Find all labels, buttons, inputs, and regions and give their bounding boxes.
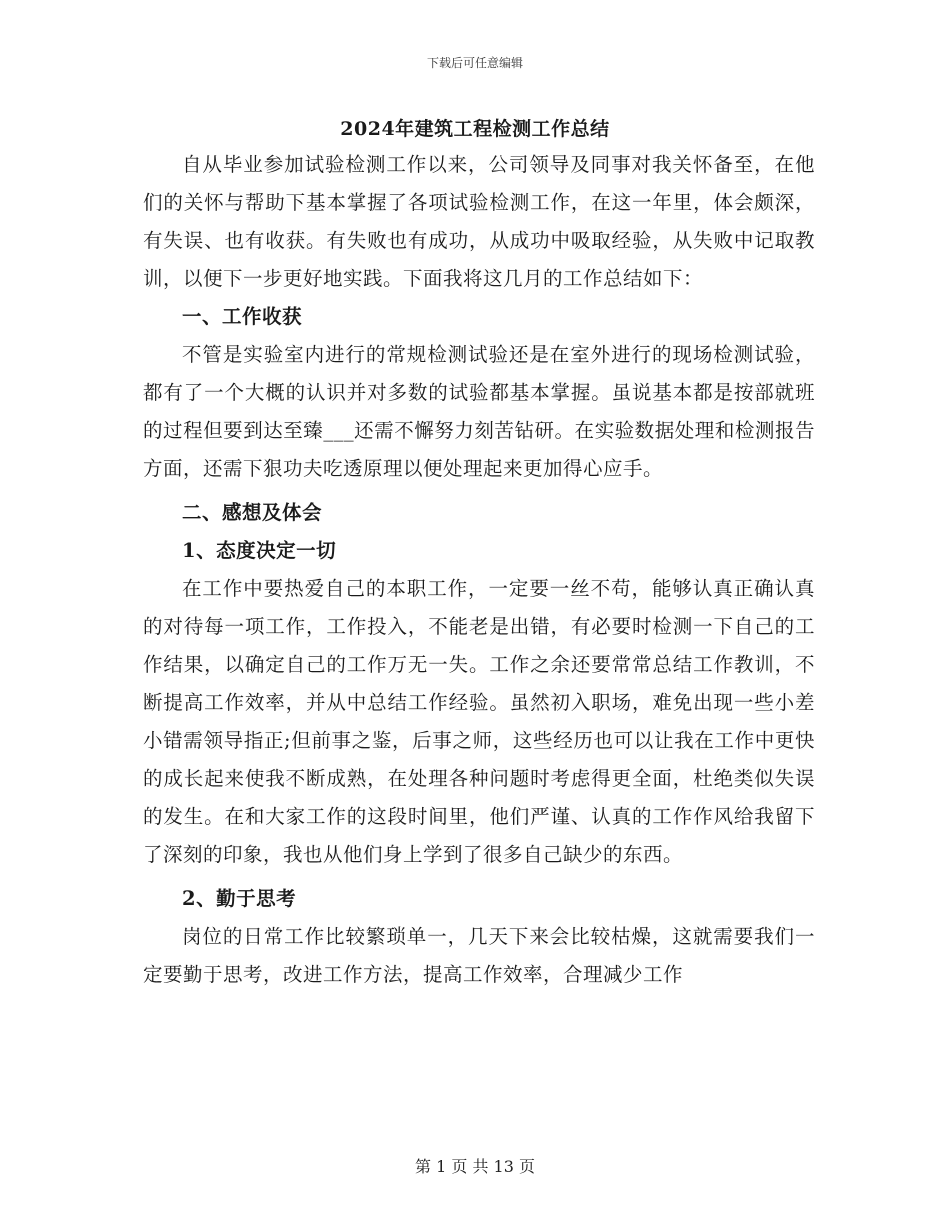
subsection-heading-thinking: 2、勤于思考 — [182, 887, 297, 910]
header-note: 下载后可任意编辑 — [426, 56, 523, 70]
section-heading-work-gains: 一、工作收获 — [182, 305, 303, 328]
section-heading-reflections: 二、感想及体会 — [182, 501, 323, 524]
intro-paragraph: 自从毕业参加试验检测工作以来，公司领导及同事对我关怀备至，在他们的关怀与帮助下基本掌握了各项试验检测工作，在这一年里，体会颇深，有失误、也有收获。有失败也有成功，从成功中吸取经验，从失败中记取教训，以便下一步更好地实践。下面我将这几月的工作总结如下： — [143, 153, 815, 290]
subsection-paragraph-attitude: 在工作中要热爱自己的本职工作，一定要一丝不苟，能够认真正确认真的对待每一项工作，工作投入，不能老是出错，有必要时检测一下自己的工作结果，以确定自己的工作万无一失。工作之余还要常常总结工作教训，不断提高工作效率，并从中总结工作经验。虽然初入职场，难免出现一些小差小错需领导指正;但前事之鉴，后事之师，这些经历也可以让我在工作中更快的成长起来使我不断成熟，在处理各种问题时考虑得更全面，杜绝类似失误的发生。在和大家工作的这段时间里，他们严谨、认真的工作作风给我留下了深刻的印象，我也从他们身上学到了很多自己缺少的东西。 — [143, 577, 815, 866]
subsection-paragraph-thinking: 岗位的日常工作比较繁琐单一，几天下来会比较枯燥，这就需要我们一定要勤于思考，改进工作方法，提高工作效率，合理减少工作 — [143, 925, 815, 986]
page-footer: 第 1 页 共 13 页 — [415, 1157, 535, 1176]
document-title: 2024年建筑工程检测工作总结 — [340, 118, 610, 140]
document-body — [143, 146, 815, 994]
subsection-heading-attitude: 1、态度决定一切 — [182, 539, 337, 562]
section-paragraph-work-gains: 不管是实验室内进行的常规检测试验还是在室外进行的现场检测试验，都有了一个大概的认识并对多数的试验都基本掌握。虽说基本都是按部就班的过程但要到达至臻___还需不懈努力刻苦钻研。在实验数据处理和检测报告方面，还需下狠功夫吃透原理以便处理起来更加得心应手。 — [143, 343, 815, 480]
